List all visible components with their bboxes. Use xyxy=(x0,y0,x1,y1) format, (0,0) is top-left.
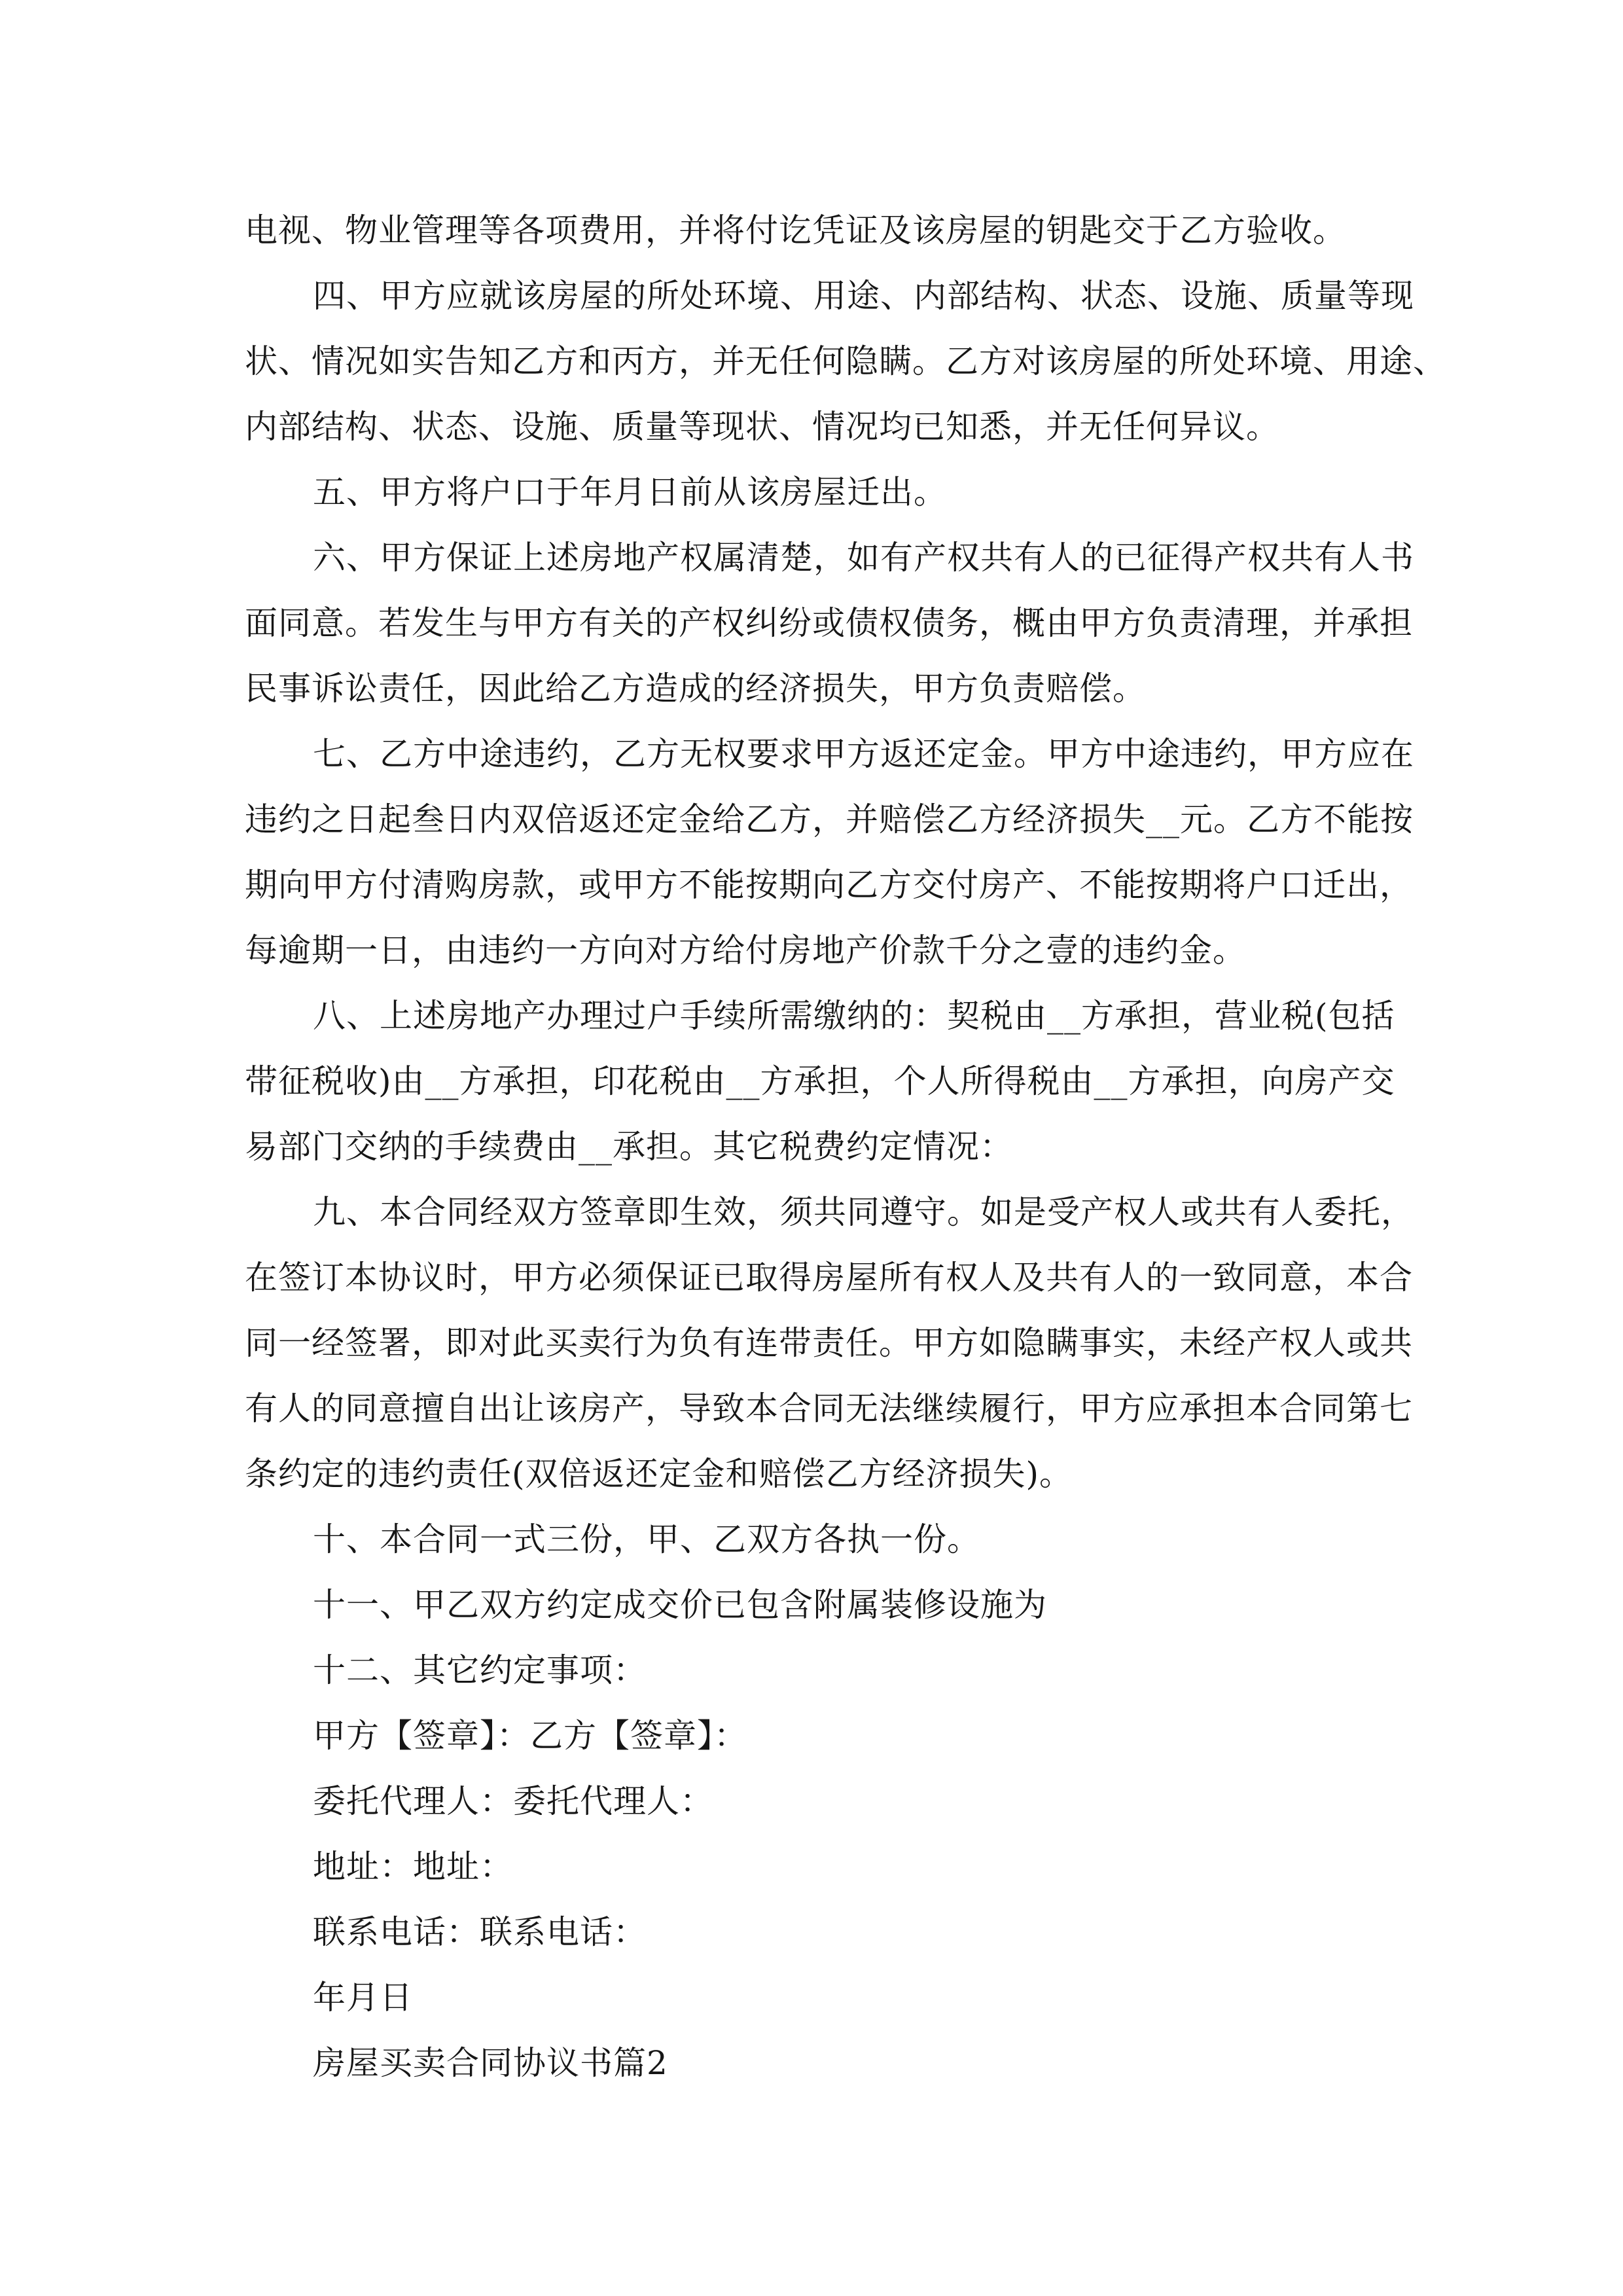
text-line: 九、本合同经双方签章即生效，须共同遵守。如是受产权人或共有人委托， xyxy=(313,1193,1414,1231)
text-line: 电视、物业管理等各项费用，并将付讫凭证及该房屋的钥匙交于乙方验收。 xyxy=(245,211,1346,249)
text-line: 七、乙方中途违约，乙方无权要求甲方返还定金。甲方中途违约，甲方应在 xyxy=(313,735,1414,773)
text-line: 民事诉讼责任，因此给乙方造成的经济损失，甲方负责赔偿。 xyxy=(245,670,1146,708)
text-line: 同一经签署，即对此买卖行为负有连带责任。甲方如隐瞒事实，未经产权人或共 xyxy=(245,1324,1413,1362)
text-line: 八、上述房地产办理过户手续所需缴纳的：契税由__方承担，营业税(包括 xyxy=(313,997,1395,1035)
text-line: 条约定的违约责任(双倍返还定金和赔偿乙方经济损失)。 xyxy=(245,1455,1073,1493)
next-section-heading xyxy=(245,2030,1397,2096)
text-line: 内部结构、状态、设施、质量等现状、情况均已知悉，并无任何异议。 xyxy=(245,408,1279,446)
text-line: 十二、其它约定事项： xyxy=(313,1651,647,1689)
paragraph-clause-9 xyxy=(245,1179,1414,1507)
text-line: 十一、甲乙双方约定成交价已包含附属装修设施为 xyxy=(313,1586,1047,1624)
paragraph-clause-5 xyxy=(245,459,1397,525)
text-line: 联系电话：联系电话： xyxy=(313,1913,647,1951)
text-line: 五、甲方将户口于年月日前从该房屋迁出。 xyxy=(313,473,947,511)
text-line: 甲方【签章】：乙方【签章】： xyxy=(313,1717,747,1755)
text-line: 期向甲方付清购房款，或甲方不能按期向乙方交付房产、不能按期将户口迁出， xyxy=(245,866,1413,904)
date-line xyxy=(245,1965,1397,2030)
text-line: 有人的同意擅自出让该房产，导致本合同无法继续履行，甲方应承担本合同第七 xyxy=(245,1390,1413,1427)
phone-line xyxy=(245,1899,1397,1965)
text-line: 面同意。若发生与甲方有关的产权纠纷或债权债务，概由甲方负责清理，并承担 xyxy=(245,604,1413,642)
text-line: 状、情况如实告知乙方和丙方，并无任何隐瞒。乙方对该房屋的所处环境、用途、 xyxy=(245,342,1446,380)
text-line: 十、本合同一式三份，甲、乙双方各执一份。 xyxy=(313,1520,980,1558)
paragraph-clause-12 xyxy=(245,1638,1397,1703)
text-line: 带征税收)由__方承担，印花税由__方承担，个人所得税由__方承担，向房产交 xyxy=(245,1062,1395,1100)
paragraph-fees-continued xyxy=(245,198,1397,263)
text-line: 年月日 xyxy=(313,1979,413,2017)
text-line: 易部门交纳的手续费由__承担。其它税费约定情况： xyxy=(245,1128,1013,1166)
document-body xyxy=(245,198,1446,2096)
paragraph-clause-11 xyxy=(245,1572,1397,1638)
signature-line xyxy=(245,1703,1397,1768)
text-line: 四、甲方应就该房屋的所处环境、用途、内部结构、状态、设施、质量等现 xyxy=(313,277,1414,315)
paragraph-clause-6 xyxy=(245,525,1414,721)
text-line: 六、甲方保证上述房地产权属清楚，如有产权共有人的已征得产权共有人书 xyxy=(313,539,1414,577)
paragraph-clause-10 xyxy=(245,1507,1397,1572)
address-line xyxy=(245,1834,1397,1899)
paragraph-clause-7 xyxy=(245,721,1414,983)
paragraph-clause-4 xyxy=(245,263,1446,459)
text-line: 房屋买卖合同协议书篇2 xyxy=(313,2044,668,2082)
paragraph-clause-8 xyxy=(245,983,1397,1179)
text-line: 每逾期一日，由违约一方向对方给付房地产价款千分之壹的违约金。 xyxy=(245,931,1246,969)
text-line: 地址：地址： xyxy=(313,1848,513,1886)
text-line: 委托代理人：委托代理人： xyxy=(313,1782,713,1820)
text-line: 违约之日起叁日内双倍返还定金给乙方，并赔偿乙方经济损失__元。乙方不能按 xyxy=(245,800,1414,838)
agent-line xyxy=(245,1768,1397,1834)
text-line: 在签订本协议时，甲方必须保证已取得房屋所有权人及共有人的一致同意，本合 xyxy=(245,1259,1413,1297)
